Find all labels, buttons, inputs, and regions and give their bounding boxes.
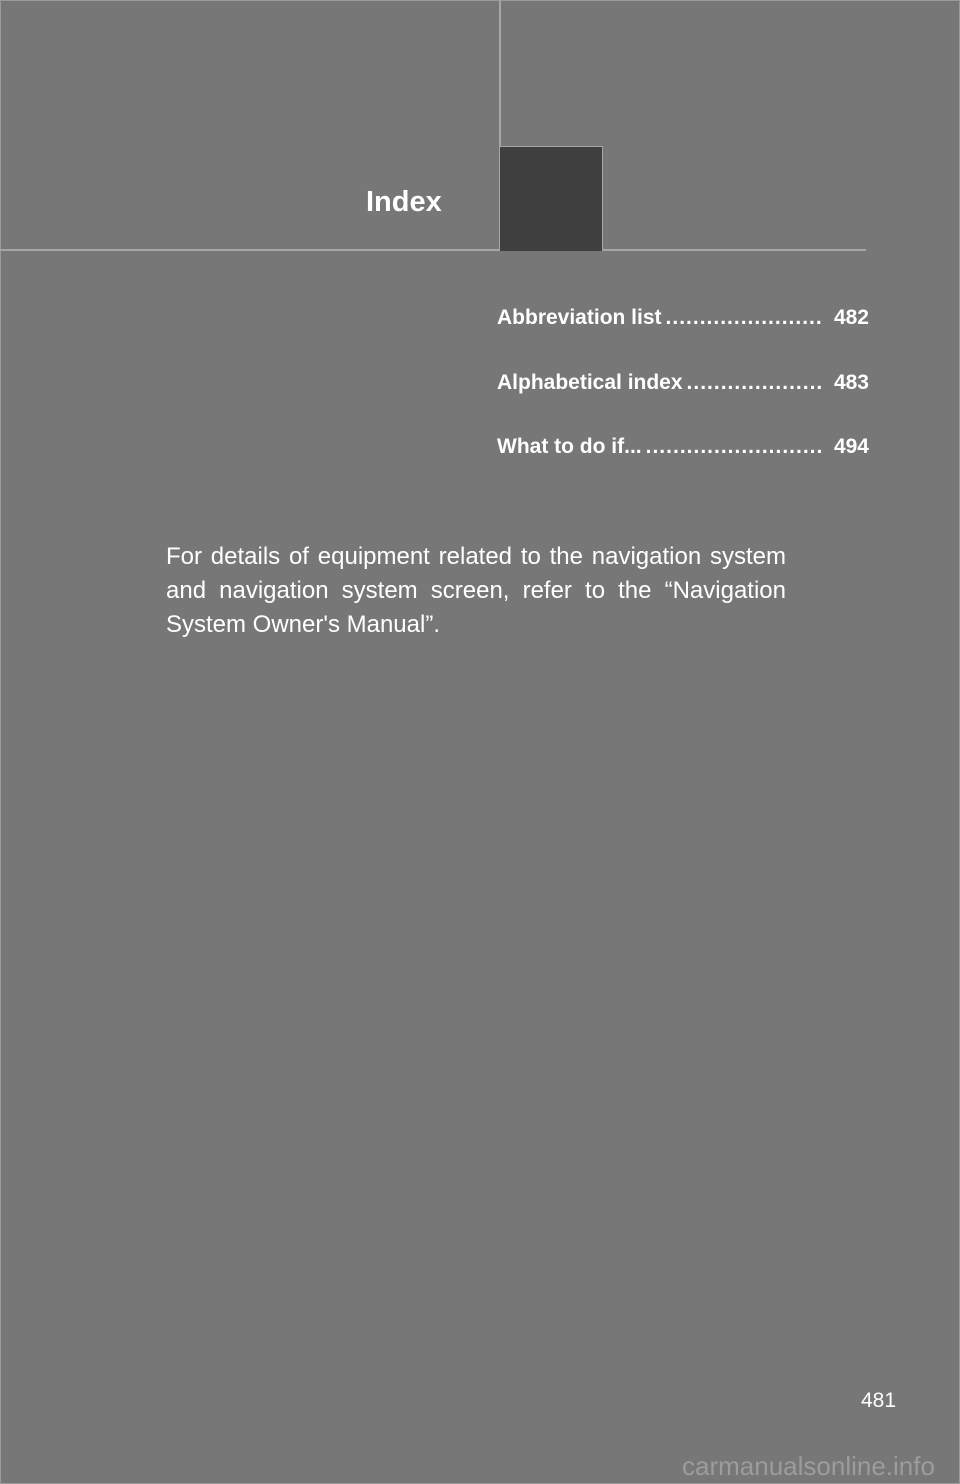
toc-item-label: Alphabetical index	[497, 370, 683, 394]
toc-item-label: Abbreviation list	[497, 306, 662, 329]
section-title: Index	[366, 186, 442, 218]
toc-dot-leader	[687, 371, 824, 395]
toc-dot-leader	[666, 306, 824, 330]
toc-item-page: 482	[833, 306, 869, 329]
section-tab-marker	[500, 146, 603, 251]
navigation-note: For details of equipment related to the navigation system and navigation system screen, refer to the “Navigation System Owner's Manual”.	[166, 543, 786, 638]
watermark: carmanualsonline.info	[682, 1451, 935, 1481]
toc-item-abbreviation-list[interactable]	[497, 306, 869, 371]
toc-item-what-to-do-if[interactable]	[497, 435, 869, 500]
toc-item-alphabetical-index[interactable]	[497, 371, 869, 436]
header-horizontal-rule	[0, 249, 866, 251]
toc-item-page: 494	[833, 435, 869, 458]
page-number: 481	[861, 1389, 897, 1412]
toc-dot-leader	[646, 435, 824, 459]
table-of-contents	[497, 306, 869, 500]
toc-item-label: What to do if...	[497, 435, 642, 458]
toc-item-page: 483	[833, 370, 869, 394]
